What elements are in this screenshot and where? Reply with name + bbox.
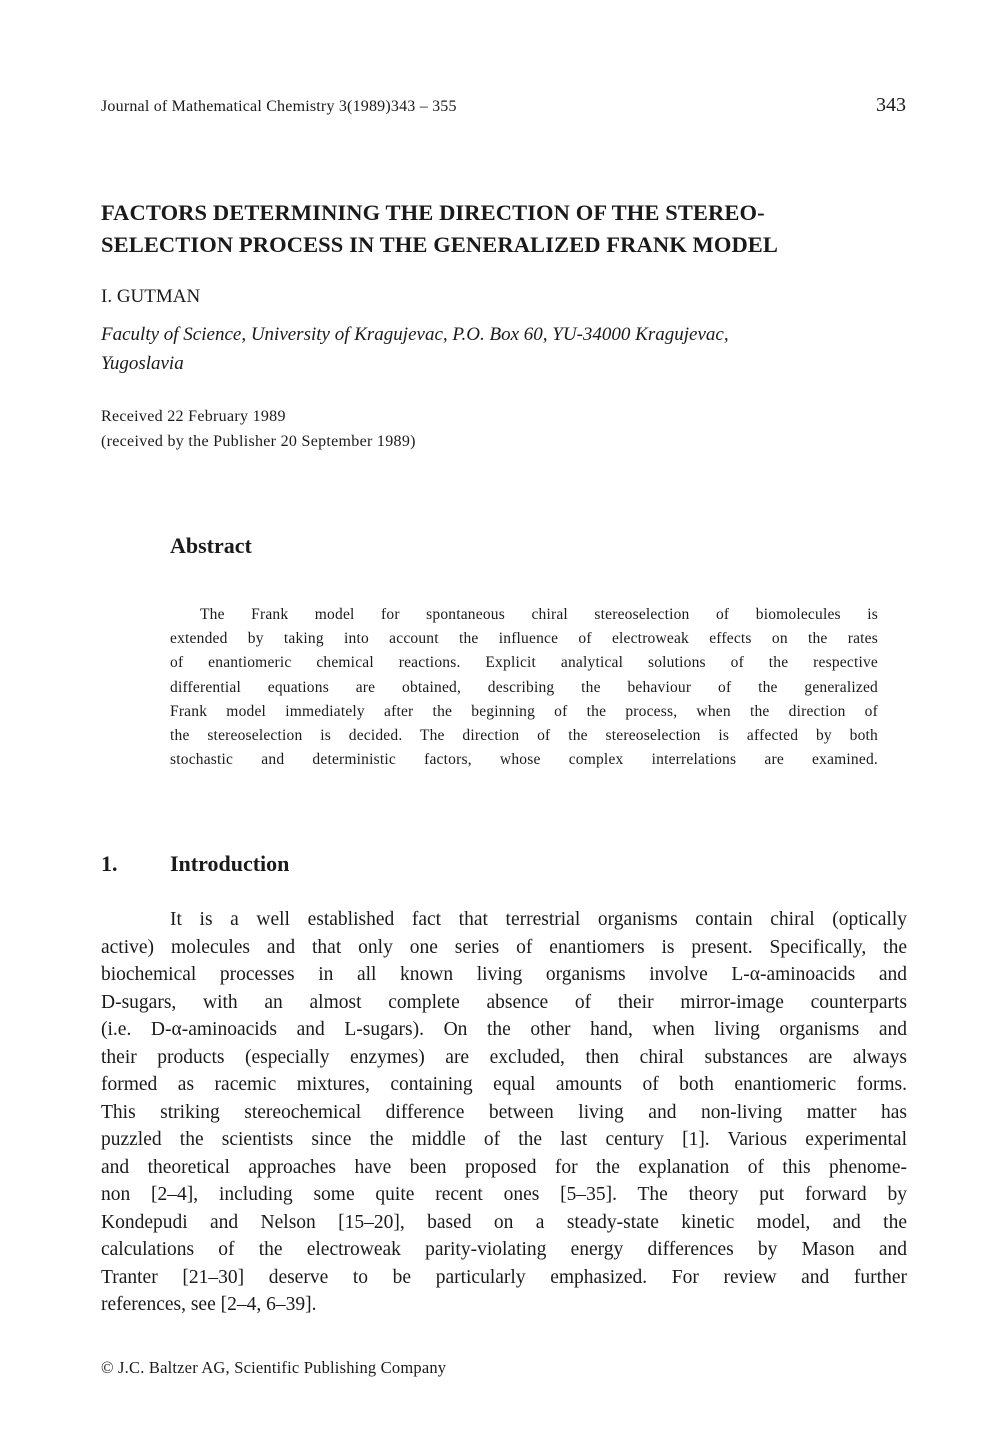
affiliation-line: Yugoslavia: [101, 353, 184, 374]
abstract-line: the stereoselection is decided. The direction of the stereoselection is affected by both: [170, 726, 878, 744]
section-title: Introduction: [170, 851, 290, 876]
introduction-text: [101, 906, 907, 1319]
affiliation-line: Faculty of Science, University of Kragujevac, P.O. Box 60, YU-34000 Kragujevac,: [101, 324, 729, 345]
intro-line: active) molecules and that only one series of enantiomers is present. Specifically, the: [101, 936, 907, 958]
received-dates: [101, 404, 416, 454]
received-line: (received by the Publisher 20 September 1989): [101, 433, 416, 450]
abstract-line: differential equations are obtained, describing the behaviour of the generalized: [170, 678, 878, 696]
section-number: 1.: [101, 851, 118, 876]
intro-line: This striking stereochemical difference between living and non-living matter has: [101, 1101, 907, 1123]
intro-line: their products (especially enzymes) are excluded, then chiral substances are always: [101, 1046, 907, 1068]
abstract-line: of enantiomeric chemical reactions. Explicit analytical solutions of the respective: [170, 654, 878, 672]
intro-line: references, see [2–4, 6–39].: [101, 1294, 317, 1315]
abstract-line: extended by taking into account the influence of electroweak effects on the rates: [170, 630, 878, 648]
received-line: Received 22 February 1989: [101, 408, 286, 425]
intro-line: calculations of the electroweak parity-violating energy differences by Mason and: [101, 1239, 907, 1260]
author-name: I. GUTMAN: [101, 286, 201, 307]
intro-line: Tranter [21–30] deserve to be particularly emphasized. For review and further: [101, 1266, 907, 1288]
running-head: Journal of Mathematical Chemistry 3(1989)343 – 355: [101, 98, 457, 115]
intro-line: and theoretical approaches have been proposed for the explanation of this phenome-: [101, 1156, 907, 1178]
page-number: 343: [876, 94, 906, 116]
abstract-line: Frank model immediately after the beginning of the process, when the direction of: [170, 702, 878, 720]
intro-line: non [2–4], including some quite recent ones [5–35]. The theory put forward by: [101, 1184, 907, 1205]
paper-title-line: SELECTION PROCESS IN THE GENERALIZED FRANK MODEL: [101, 232, 779, 257]
author-affiliation: [101, 320, 901, 378]
intro-line: formed as racemic mixtures, containing equal amounts of both enantiomeric forms.: [101, 1074, 907, 1095]
paper-title-line: FACTORS DETERMINING THE DIRECTION OF THE STEREO-: [101, 200, 765, 225]
intro-line: puzzled the scientists since the middle of the last century [1]. Various experimental: [101, 1129, 907, 1150]
intro-line: biochemical processes in all known living organisms involve L-α-aminoacids and: [101, 964, 907, 985]
intro-line: Kondepudi and Nelson [15–20], based on a steady-state kinetic model, and the: [101, 1211, 907, 1233]
intro-line: (i.e. D-α-aminoacids and L-sugars). On the other hand, when living organisms and: [101, 1019, 907, 1040]
abstract-heading: Abstract: [170, 533, 252, 558]
intro-line: It is a well established fact that terrestrial organisms contain chiral (optically: [170, 909, 907, 930]
copyright-footer: © J.C. Baltzer AG, Scientific Publishing Company: [101, 1358, 447, 1377]
abstract-text: [170, 603, 878, 772]
section-heading-introduction: [101, 851, 289, 877]
abstract-line: The Frank model for spontaneous chiral stereoselection of biomolecules is: [200, 606, 878, 623]
abstract-line: stochastic and deterministic factors, whose complex interrelations are examined.: [170, 751, 878, 769]
intro-line: D-sugars, with an almost complete absence of their mirror-image counterparts: [101, 991, 907, 1013]
paper-title: [101, 197, 881, 261]
